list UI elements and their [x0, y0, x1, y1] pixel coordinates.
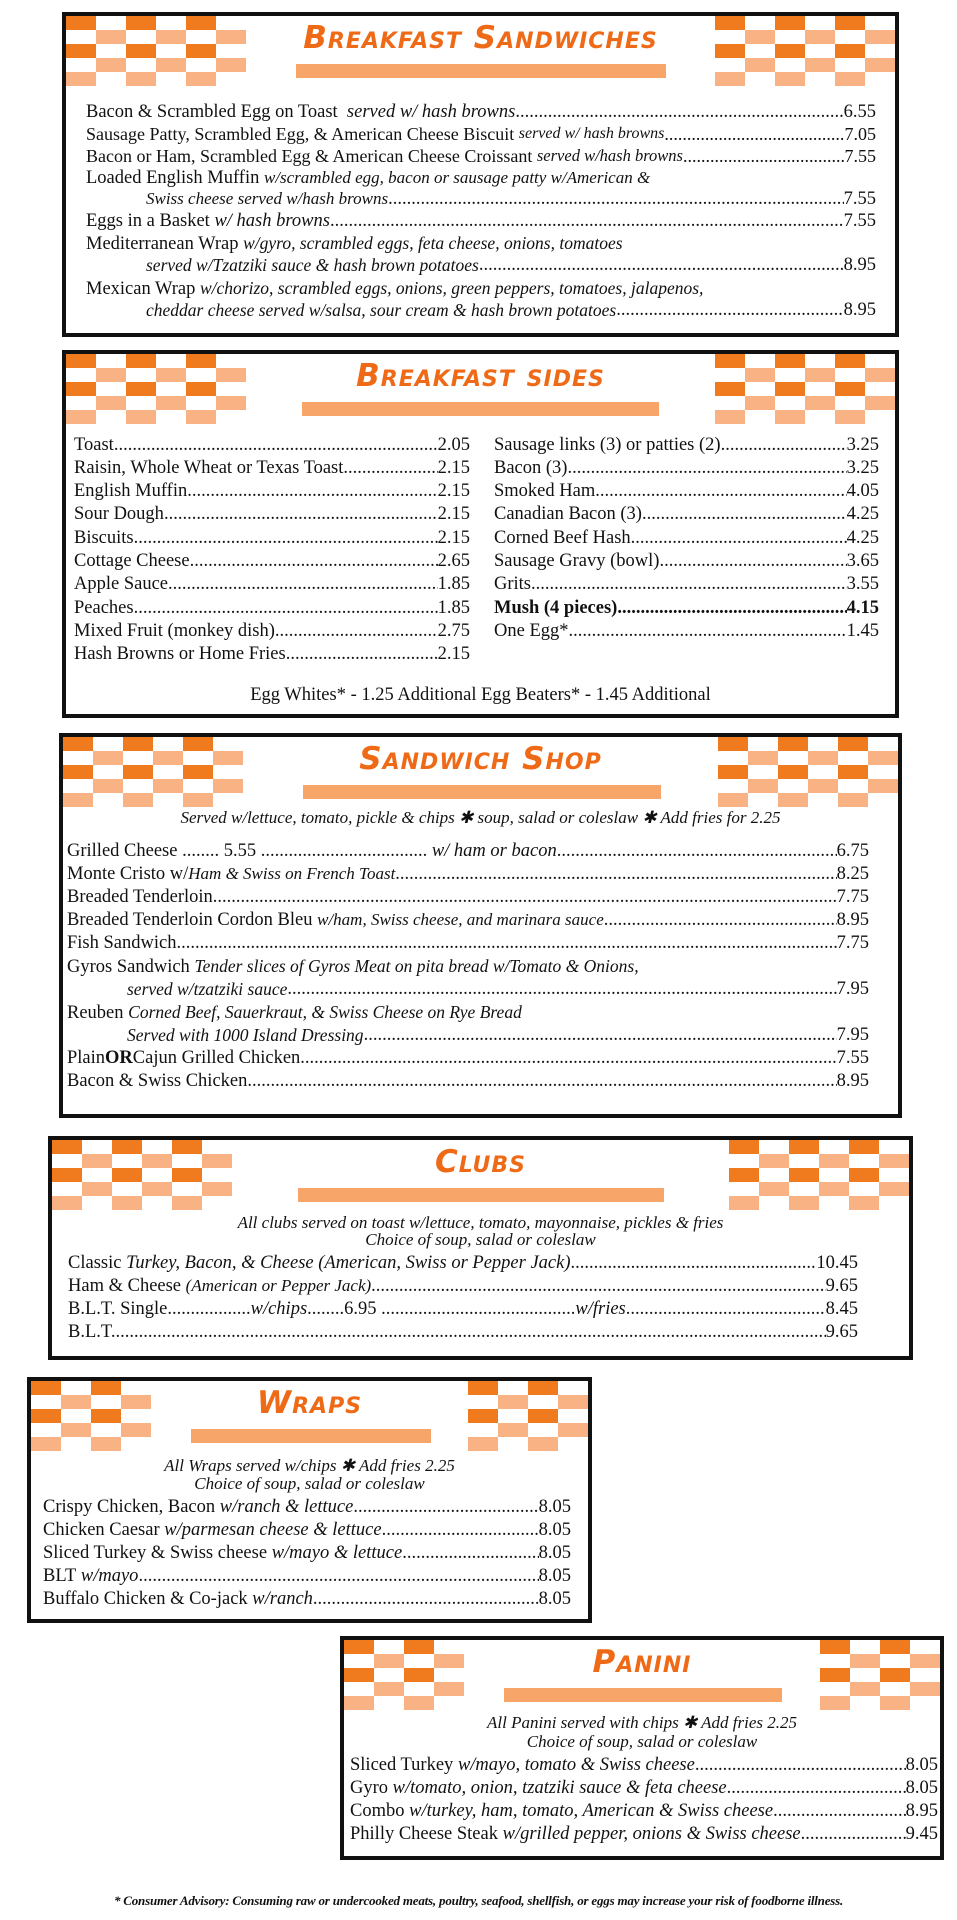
header-bar — [298, 1188, 664, 1202]
menu-item: Bacon & Swiss Chicken ..... 8.95 — [67, 1070, 869, 1092]
section-header — [52, 1140, 909, 1210]
menu-item: Ham & Cheese (American or Pepper Jack) ..... 9.65 — [68, 1275, 858, 1297]
menu-item-continued: served w/tzatziki sauce ..... 7.95 — [127, 978, 869, 1000]
menu-item: Gyro w/tomato, onion, tzatziki sauce & feta cheese ..... 8.05 — [350, 1777, 938, 1799]
side-item: Mixed Fruit (monkey dish) ..... 2.75 — [74, 620, 470, 642]
side-item: Biscuits ..... 2.15 — [74, 527, 470, 549]
section-title: Panini — [592, 1644, 692, 1680]
side-item: Toast ..... 2.05 — [74, 434, 470, 456]
header-bar — [302, 402, 659, 416]
section-title: Sandwich Shop — [359, 741, 602, 777]
menu-item-continued: Swiss cheese served w/hash browns ..... 7.55 — [146, 188, 876, 210]
menu-item: Bacon & Scrambled Egg on Toast served w/ hash browns ..... 6.55 — [86, 101, 876, 123]
item-price: 7.05 — [844, 124, 876, 144]
item-price: 7.55 — [844, 146, 876, 166]
section-header — [66, 16, 895, 86]
menu-item: Chicken Caesar w/parmesan cheese & lettuce ..... 8.05 — [43, 1519, 571, 1541]
section-clubs — [48, 1136, 913, 1360]
item-price: 8.95 — [843, 300, 876, 320]
menu-item: Reuben Corned Beef, Sauerkraut, & Swiss Cheese on Rye Bread — [67, 1002, 522, 1023]
header-bar — [296, 64, 666, 78]
side-item: English Muffin ..... 2.15 — [74, 480, 470, 502]
sides-footer: Egg Whites* - 1.25 Additional Egg Beaters* - 1.45 Additional — [250, 685, 711, 705]
menu-item: Eggs in a Basket w/ hash browns ..... 7.55 — [86, 210, 876, 232]
section-header — [344, 1640, 940, 1710]
item-price: 7.55 — [843, 211, 876, 231]
side-item: Bacon (3) ..... 3.25 — [494, 457, 879, 479]
section-note: All clubs served on toast w/lettuce, tomato, mayonnaise, pickles & fries — [237, 1213, 724, 1232]
section-note: Choice of soup, salad or coleslaw — [194, 1474, 425, 1493]
side-item: Cottage Cheese ..... 2.65 — [74, 550, 470, 572]
item-price: 6.55 — [843, 102, 876, 122]
side-item-featured: Mush (4 pieces) ..... 4.15 — [494, 597, 879, 619]
item-price: 8.95 — [843, 255, 876, 275]
menu-item: B.L.T. ..... 9.65 — [68, 1321, 858, 1343]
menu-item-continued: served w/Tzatziki sauce & hash brown potatoes ..... 8.95 — [146, 254, 876, 276]
section-note: All Panini served with chips ✱ Add fries 2.25 — [487, 1713, 797, 1732]
side-item: Apple Sauce ..... 1.85 — [74, 573, 470, 595]
section-title: Breakfast sides — [356, 358, 605, 394]
section-sandwich-shop — [59, 733, 902, 1118]
menu-item: Sliced Turkey & Swiss cheese w/mayo & lettuce ..... 8.05 — [43, 1542, 571, 1564]
section-header — [63, 737, 898, 807]
section-title: Wraps — [256, 1385, 363, 1421]
side-item: Sausage links (3) or patties (2) ..... 3.25 — [494, 434, 879, 456]
side-item: Hash Browns or Home Fries ..... 2.15 — [74, 643, 470, 665]
menu-item: Breaded Tenderloin ..... 7.75 — [67, 886, 869, 908]
side-item: One Egg* ..... 1.45 — [494, 620, 879, 642]
section-breakfast-sandwiches — [62, 12, 899, 337]
menu-item: B.L.T. Single.................. w/chips ........6.95 .......................................... w/fries ..... 8.45 — [68, 1298, 858, 1320]
side-item: Sour Dough ..... 2.15 — [74, 503, 470, 525]
menu-item: Plain OR Cajun Grilled Chicken ..... 7.55 — [67, 1047, 869, 1069]
menu-item: Bacon or Ham, Scrambled Egg & American Cheese Croissant served w/hash browns ..... 7.55 — [86, 145, 876, 167]
menu-item: Mexican Wrap w/chorizo, scrambled eggs, onions, green peppers, tomatoes, jalapenos, — [86, 278, 704, 299]
menu-item: Sausage Patty, Scrambled Egg, & American Cheese Biscuit served w/ hash browns ..... 7.05 — [86, 123, 876, 145]
item-price: 7.55 — [843, 189, 876, 209]
side-item: Sausage Gravy (bowl) ..... 3.65 — [494, 550, 879, 572]
consumer-advisory: * Consumer Advisory: Consuming raw or undercooked meats, poultry, seafood, shellfish, or eggs may increase your risk of foodborne illness. — [113, 1893, 844, 1908]
side-item: Grits ..... 3.55 — [494, 573, 879, 595]
menu-item: Grilled Cheese ........ 5.55 .................................... w/ ham or bacon ..... 6.75 — [67, 840, 869, 862]
menu-item: Buffalo Chicken & Co-jack w/ranch ..... 8.05 — [43, 1588, 571, 1610]
side-item: Canadian Bacon (3) ..... 4.25 — [494, 503, 879, 525]
menu-item: Breaded Tenderloin Cordon Bleu w/ham, Swiss cheese, and marinara sauce ..... 8.95 — [67, 909, 869, 931]
section-note: Served w/lettuce, tomato, pickle & chips ✱ soup, salad or coleslaw ✱ Add fries for 2.25 — [180, 808, 781, 827]
menu-item-continued: cheddar cheese served w/salsa, sour cream & hash brown potatoes ..... 8.95 — [146, 299, 876, 321]
side-item: Raisin, Whole Wheat or Texas Toast ..... 2.15 — [74, 457, 470, 479]
section-note: All Wraps served w/chips ✱ Add fries 2.25 — [164, 1456, 455, 1475]
section-breakfast-sides — [62, 350, 899, 718]
menu-item: Gyros Sandwich Tender slices of Gyros Meat on pita bread w/Tomato & Onions, — [67, 956, 639, 977]
section-title: Breakfast Sandwiches — [303, 20, 658, 56]
side-item: Corned Beef Hash ..... 4.25 — [494, 527, 879, 549]
menu-item-continued: Served with 1000 Island Dressing ..... 7.95 — [127, 1024, 869, 1046]
side-item: Peaches ..... 1.85 — [74, 597, 470, 619]
menu-item: Fish Sandwich ..... 7.75 — [67, 932, 869, 954]
menu-item: BLT w/mayo ..... 8.05 — [43, 1565, 571, 1587]
menu-item: Classic Turkey, Bacon, & Cheese (American, Swiss or Pepper Jack) ..... 10.45 — [68, 1252, 858, 1274]
section-header — [31, 1381, 588, 1451]
menu-item: Mediterranean Wrap w/gyro, scrambled eggs, feta cheese, onions, tomatoes — [86, 233, 623, 254]
menu-item: Loaded English Muffin w/scrambled egg, bacon or sausage patty w/American & — [86, 168, 651, 188]
section-title: Clubs — [434, 1144, 527, 1180]
section-note: Choice of soup, salad or coleslaw — [526, 1732, 758, 1751]
section-note: Choice of soup, salad or coleslaw — [365, 1230, 596, 1249]
menu-item: Combo w/turkey, ham, tomato, American & Swiss cheese ..... 8.95 — [350, 1800, 938, 1822]
menu-item: Crispy Chicken, Bacon w/ranch & lettuce ..... 8.05 — [43, 1496, 571, 1518]
menu-item: Monte Cristo w/ Ham & Swiss on French Toast ..... 8.25 — [67, 863, 869, 885]
header-bar — [504, 1688, 782, 1702]
header-bar — [303, 785, 661, 799]
section-panini — [340, 1636, 944, 1860]
side-item: Smoked Ham ..... 4.05 — [494, 480, 879, 502]
menu-item: Philly Cheese Steak w/grilled pepper, onions & Swiss cheese ..... 9.45 — [350, 1823, 938, 1845]
section-header — [66, 354, 895, 424]
menu-item: Sliced Turkey w/mayo, tomato & Swiss cheese ..... 8.05 — [350, 1754, 938, 1776]
section-wraps — [27, 1377, 592, 1623]
header-bar — [191, 1429, 431, 1443]
